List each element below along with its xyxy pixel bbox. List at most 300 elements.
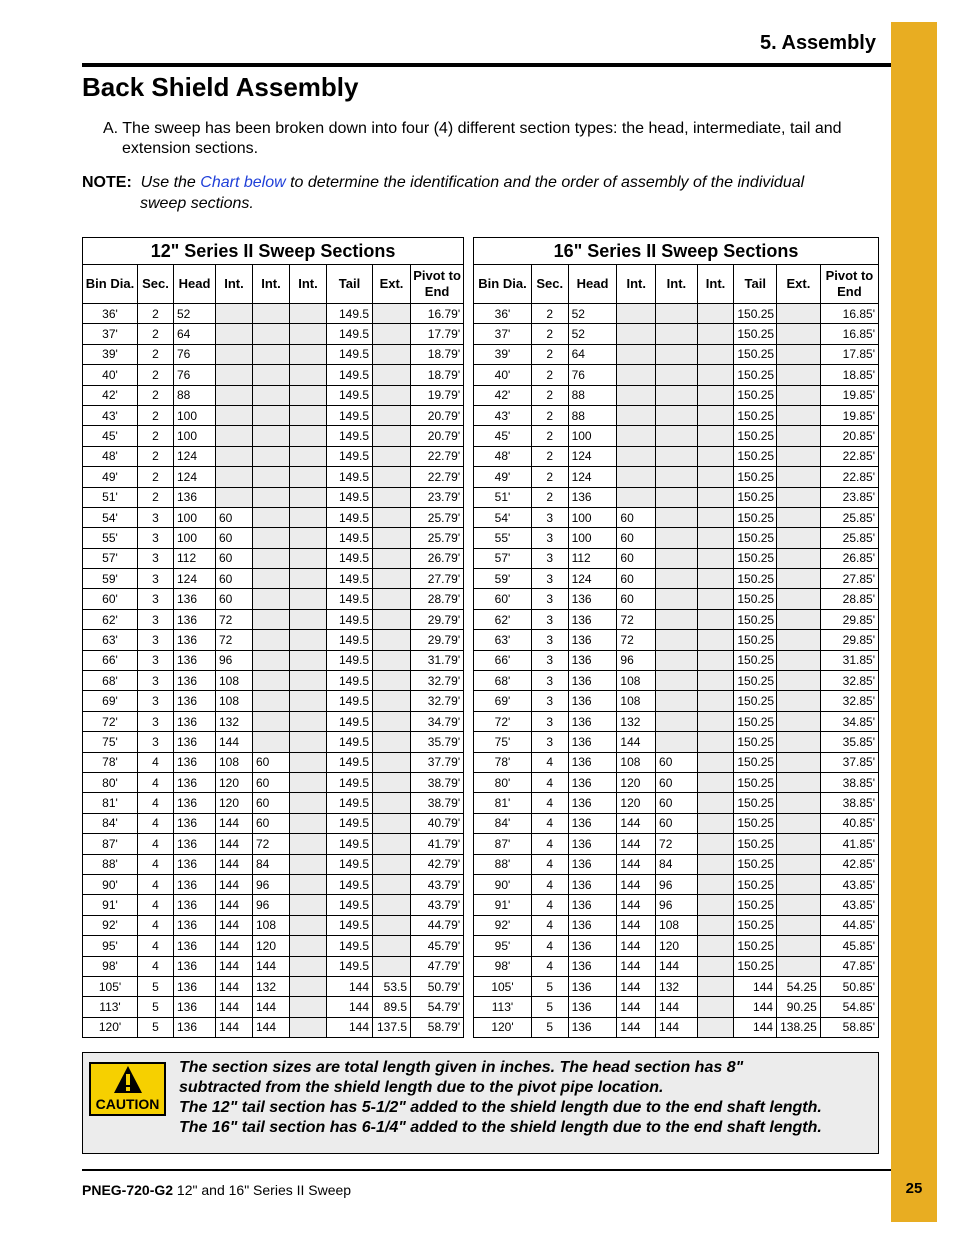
table-cell: 3 bbox=[531, 589, 568, 609]
table-cell: 60 bbox=[253, 752, 290, 772]
table-cell: 72' bbox=[474, 711, 532, 731]
table-cell: 3 bbox=[138, 569, 174, 589]
table-row bbox=[474, 405, 879, 425]
table-16in-caption: 16" Series II Sweep Sections bbox=[474, 238, 879, 265]
table-cell: 3 bbox=[138, 528, 174, 548]
table-cell bbox=[373, 874, 411, 894]
table-cell bbox=[617, 487, 656, 507]
table-cell: 78' bbox=[474, 752, 532, 772]
table-cell bbox=[253, 426, 290, 446]
table-cell bbox=[697, 874, 734, 894]
table-cell: 136 bbox=[568, 752, 617, 772]
table-cell: 149.5 bbox=[327, 385, 373, 405]
table-cell bbox=[290, 528, 327, 548]
table-cell bbox=[216, 365, 253, 385]
table-cell: 60 bbox=[617, 548, 656, 568]
table-cell: 144 bbox=[327, 976, 373, 996]
table-cell: 31.79' bbox=[411, 650, 464, 670]
table-cell: 64 bbox=[174, 324, 216, 344]
table-cell: 16.85' bbox=[820, 324, 878, 344]
table-cell bbox=[656, 569, 698, 589]
table-cell: 35.79' bbox=[411, 732, 464, 752]
table-cell bbox=[697, 548, 734, 568]
table-row bbox=[83, 324, 464, 344]
table-cell: 4 bbox=[138, 874, 174, 894]
table-cell: 2 bbox=[531, 324, 568, 344]
table-cell bbox=[373, 589, 411, 609]
table-cell bbox=[656, 609, 698, 629]
table-cell: 48' bbox=[83, 446, 138, 466]
table-row bbox=[83, 691, 464, 711]
table-row bbox=[83, 956, 464, 976]
table-cell bbox=[777, 446, 821, 466]
table-cell: 136 bbox=[174, 874, 216, 894]
table-cell: 66' bbox=[474, 650, 532, 670]
table-cell: 136 bbox=[174, 609, 216, 629]
table-cell: 29.85' bbox=[820, 630, 878, 650]
table-cell: 144 bbox=[216, 732, 253, 752]
table-cell: 45.79' bbox=[411, 936, 464, 956]
table-cell: 23.85' bbox=[820, 487, 878, 507]
table-cell: 144 bbox=[617, 915, 656, 935]
table-cell: 149.5 bbox=[327, 344, 373, 364]
table-cell: 2 bbox=[138, 487, 174, 507]
table-cell: 150.25 bbox=[734, 426, 777, 446]
table-cell: 55' bbox=[474, 528, 532, 548]
table-cell bbox=[656, 732, 698, 752]
table-cell bbox=[656, 650, 698, 670]
table-cell: 69' bbox=[474, 691, 532, 711]
table-cell: 124 bbox=[174, 569, 216, 589]
table-row bbox=[474, 691, 879, 711]
table-cell bbox=[290, 467, 327, 487]
table-cell: 136 bbox=[174, 1017, 216, 1037]
table-cell: 108 bbox=[656, 915, 698, 935]
table-cell: 150.25 bbox=[734, 304, 777, 324]
table-cell bbox=[373, 385, 411, 405]
caution-label: CAUTION bbox=[95, 1096, 160, 1112]
table-cell bbox=[656, 344, 698, 364]
table-row bbox=[83, 528, 464, 548]
table-cell: 72 bbox=[656, 834, 698, 854]
table-cell: 144 bbox=[327, 997, 373, 1017]
table-cell: 3 bbox=[138, 691, 174, 711]
table-cell bbox=[656, 467, 698, 487]
table-cell: 120 bbox=[656, 936, 698, 956]
table-cell: 4 bbox=[138, 936, 174, 956]
table-row bbox=[474, 609, 879, 629]
table-cell: 144 bbox=[216, 813, 253, 833]
table-cell: 2 bbox=[138, 344, 174, 364]
caution-line: subtracted from the shield length due to the pivot pipe location. bbox=[179, 1079, 664, 1096]
table-cell bbox=[373, 834, 411, 854]
table-cell: 39' bbox=[474, 344, 532, 364]
table-cell: 47.79' bbox=[411, 956, 464, 976]
table-cell: 72 bbox=[617, 630, 656, 650]
table-cell: 3 bbox=[138, 671, 174, 691]
table-cell bbox=[290, 609, 327, 629]
table-cell: 144 bbox=[617, 1017, 656, 1037]
table-cell: 144 bbox=[617, 936, 656, 956]
table-row bbox=[474, 793, 879, 813]
table-cell: 32.85' bbox=[820, 691, 878, 711]
table-cell bbox=[216, 385, 253, 405]
table-cell bbox=[777, 752, 821, 772]
table-cell: 22.85' bbox=[820, 467, 878, 487]
table-cell bbox=[290, 752, 327, 772]
table-cell: 25.79' bbox=[411, 507, 464, 527]
table-cell: 149.5 bbox=[327, 834, 373, 854]
table-row bbox=[474, 956, 879, 976]
table-cell: 149.5 bbox=[327, 507, 373, 527]
table-cell bbox=[290, 691, 327, 711]
table-cell bbox=[777, 793, 821, 813]
table-cell bbox=[656, 385, 698, 405]
table-cell bbox=[253, 487, 290, 507]
table-cell: 108 bbox=[617, 752, 656, 772]
table-cell: 4 bbox=[138, 793, 174, 813]
table-cell bbox=[697, 385, 734, 405]
table-cell: 57' bbox=[474, 548, 532, 568]
table-row bbox=[474, 365, 879, 385]
table-cell: 136 bbox=[174, 752, 216, 772]
table-cell bbox=[373, 854, 411, 874]
table-row bbox=[474, 752, 879, 772]
table-cell: 144 bbox=[656, 956, 698, 976]
table-cell: 4 bbox=[138, 813, 174, 833]
table-cell bbox=[697, 915, 734, 935]
table-cell: 149.5 bbox=[327, 936, 373, 956]
table-cell: 150.25 bbox=[734, 324, 777, 344]
table-cell: 42.85' bbox=[820, 854, 878, 874]
table-cell: 64 bbox=[568, 344, 617, 364]
table-cell bbox=[697, 854, 734, 874]
table-row bbox=[83, 304, 464, 324]
table-cell: 52 bbox=[568, 324, 617, 344]
table-cell: 149.5 bbox=[327, 548, 373, 568]
table-cell: 132 bbox=[656, 976, 698, 996]
table-cell: 78' bbox=[83, 752, 138, 772]
table-cell bbox=[253, 304, 290, 324]
table-cell bbox=[697, 528, 734, 548]
table-cell: 17.85' bbox=[820, 344, 878, 364]
table-cell: 149.5 bbox=[327, 630, 373, 650]
table-cell bbox=[656, 711, 698, 731]
table-row bbox=[474, 304, 879, 324]
table-cell: 88 bbox=[174, 385, 216, 405]
table-cell bbox=[777, 548, 821, 568]
table-cell: 120 bbox=[617, 793, 656, 813]
table-cell: 2 bbox=[531, 405, 568, 425]
caution-box bbox=[82, 1052, 879, 1154]
table-cell: 149.5 bbox=[327, 405, 373, 425]
table-cell: 2 bbox=[531, 385, 568, 405]
column-header: Bin Dia. bbox=[474, 265, 532, 304]
table-cell bbox=[697, 344, 734, 364]
table-cell: 3 bbox=[138, 507, 174, 527]
table-cell bbox=[617, 467, 656, 487]
table-row bbox=[83, 548, 464, 568]
table-row bbox=[474, 589, 879, 609]
table-cell: 32.79' bbox=[411, 691, 464, 711]
table-cell bbox=[290, 426, 327, 446]
table-row bbox=[474, 671, 879, 691]
table-cell: 136 bbox=[568, 915, 617, 935]
table-cell bbox=[290, 874, 327, 894]
table-cell bbox=[656, 426, 698, 446]
table-cell bbox=[697, 671, 734, 691]
table-cell: 144 bbox=[617, 895, 656, 915]
table-cell: 58.79' bbox=[411, 1017, 464, 1037]
table-cell: 150.25 bbox=[734, 569, 777, 589]
table-cell bbox=[777, 671, 821, 691]
table-cell: 44.79' bbox=[411, 915, 464, 935]
table-cell: 43' bbox=[83, 405, 138, 425]
table-cell: 57' bbox=[83, 548, 138, 568]
table-row bbox=[474, 426, 879, 446]
table-cell bbox=[617, 385, 656, 405]
table-cell: 100 bbox=[568, 507, 617, 527]
note-text-post: to determine the identification and the order of assembly of the individual bbox=[285, 174, 805, 191]
table-cell: 150.25 bbox=[734, 936, 777, 956]
table-cell: 20.79' bbox=[411, 405, 464, 425]
table-row bbox=[474, 895, 879, 915]
table-cell: 17.79' bbox=[411, 324, 464, 344]
table-cell: 25.79' bbox=[411, 528, 464, 548]
chart-link[interactable]: Chart below bbox=[200, 174, 286, 191]
table-cell bbox=[290, 813, 327, 833]
table-cell: 150.25 bbox=[734, 548, 777, 568]
table-cell: 132 bbox=[216, 711, 253, 731]
table-cell: 105' bbox=[474, 976, 532, 996]
table-cell: 150.25 bbox=[734, 609, 777, 629]
table-cell: 100 bbox=[174, 405, 216, 425]
table-cell: 3 bbox=[138, 711, 174, 731]
table-cell bbox=[216, 467, 253, 487]
table-cell: 3 bbox=[531, 691, 568, 711]
table-cell: 3 bbox=[531, 711, 568, 731]
table-cell: 144 bbox=[216, 874, 253, 894]
table-row bbox=[474, 854, 879, 874]
table-row bbox=[83, 772, 464, 792]
table-cell: 5 bbox=[138, 976, 174, 996]
table-cell bbox=[290, 324, 327, 344]
column-header: Sec. bbox=[138, 265, 174, 304]
table-cell bbox=[373, 487, 411, 507]
table-cell: 3 bbox=[531, 630, 568, 650]
table-cell bbox=[253, 548, 290, 568]
table-cell: 124 bbox=[568, 446, 617, 466]
table-cell: 60 bbox=[617, 589, 656, 609]
table-cell: 149.5 bbox=[327, 324, 373, 344]
table-cell: 136 bbox=[568, 630, 617, 650]
table-cell: 22.79' bbox=[411, 467, 464, 487]
table-cell: 136 bbox=[174, 895, 216, 915]
table-row bbox=[474, 936, 879, 956]
table-cell: 59' bbox=[83, 569, 138, 589]
table-cell: 60 bbox=[253, 793, 290, 813]
table-cell: 88' bbox=[474, 854, 532, 874]
table-row bbox=[83, 874, 464, 894]
table-cell: 38.79' bbox=[411, 793, 464, 813]
table-cell: 100 bbox=[174, 528, 216, 548]
table-row bbox=[83, 813, 464, 833]
table-cell bbox=[253, 650, 290, 670]
table-cell: 80' bbox=[83, 772, 138, 792]
table-12in-body bbox=[83, 304, 464, 1038]
table-cell: 76 bbox=[174, 344, 216, 364]
table-cell: 144 bbox=[617, 997, 656, 1017]
table-cell bbox=[777, 956, 821, 976]
table-cell bbox=[290, 589, 327, 609]
table-cell: 60 bbox=[656, 813, 698, 833]
table-cell: 4 bbox=[531, 813, 568, 833]
table-row bbox=[83, 630, 464, 650]
table-cell: 149.5 bbox=[327, 589, 373, 609]
table-cell: 2 bbox=[138, 385, 174, 405]
table-cell bbox=[253, 671, 290, 691]
table-cell: 69' bbox=[83, 691, 138, 711]
table-cell: 3 bbox=[531, 671, 568, 691]
column-header: Int. bbox=[290, 265, 327, 304]
table-cell: 136 bbox=[174, 487, 216, 507]
table-cell: 37.79' bbox=[411, 752, 464, 772]
table-cell: 37.85' bbox=[820, 752, 878, 772]
table-cell bbox=[777, 365, 821, 385]
table-cell: 136 bbox=[568, 732, 617, 752]
table-cell bbox=[373, 711, 411, 731]
table-cell: 2 bbox=[531, 487, 568, 507]
table-cell bbox=[777, 426, 821, 446]
table-cell: 2 bbox=[138, 446, 174, 466]
caution-line: The section sizes are total length given in inches. The head section has 8" bbox=[179, 1059, 744, 1076]
table-cell bbox=[373, 650, 411, 670]
column-header: Pivot to End bbox=[411, 265, 464, 304]
table-cell: 136 bbox=[568, 609, 617, 629]
table-cell: 144 bbox=[216, 1017, 253, 1037]
table-cell: 39' bbox=[83, 344, 138, 364]
table-cell bbox=[697, 405, 734, 425]
table-cell: 144 bbox=[216, 895, 253, 915]
table-cell: 136 bbox=[568, 854, 617, 874]
table-cell: 150.25 bbox=[734, 813, 777, 833]
table-cell: 60 bbox=[617, 569, 656, 589]
table-cell: 136 bbox=[568, 834, 617, 854]
table-cell: 45' bbox=[83, 426, 138, 446]
table-cell: 149.5 bbox=[327, 569, 373, 589]
table-cell: 136 bbox=[568, 956, 617, 976]
table-cell: 3 bbox=[138, 589, 174, 609]
table-cell: 44.85' bbox=[820, 915, 878, 935]
table-cell: 150.25 bbox=[734, 732, 777, 752]
table-row bbox=[474, 813, 879, 833]
table-cell: 40' bbox=[83, 365, 138, 385]
table-row bbox=[83, 711, 464, 731]
table-cell: 60 bbox=[656, 752, 698, 772]
table-cell bbox=[697, 813, 734, 833]
column-header: Tail bbox=[734, 265, 777, 304]
table-cell bbox=[777, 874, 821, 894]
table-row bbox=[474, 976, 879, 996]
table-cell: 100 bbox=[568, 426, 617, 446]
table-cell bbox=[216, 426, 253, 446]
table-cell: 124 bbox=[174, 446, 216, 466]
table-cell bbox=[697, 976, 734, 996]
table-cell: 20.79' bbox=[411, 426, 464, 446]
table-cell bbox=[777, 732, 821, 752]
table-cell: 4 bbox=[531, 834, 568, 854]
table-row bbox=[83, 895, 464, 915]
table-cell: 136 bbox=[174, 711, 216, 731]
table-cell bbox=[290, 446, 327, 466]
table-cell bbox=[697, 1017, 734, 1037]
table-cell: 60 bbox=[216, 589, 253, 609]
note-paragraph bbox=[82, 172, 872, 214]
table-cell: 136 bbox=[174, 834, 216, 854]
table-cell bbox=[373, 507, 411, 527]
table-cell: 5 bbox=[531, 997, 568, 1017]
table-cell bbox=[290, 1017, 327, 1037]
table-row bbox=[474, 324, 879, 344]
table-cell bbox=[373, 793, 411, 813]
table-cell: 144 bbox=[216, 854, 253, 874]
table-cell: 144 bbox=[253, 997, 290, 1017]
table-cell: 50.79' bbox=[411, 976, 464, 996]
table-cell: 105' bbox=[83, 976, 138, 996]
table-row bbox=[474, 1017, 879, 1037]
table-cell: 136 bbox=[174, 936, 216, 956]
column-header: Sec. bbox=[531, 265, 568, 304]
table-cell: 4 bbox=[138, 956, 174, 976]
table-cell bbox=[777, 507, 821, 527]
table-cell bbox=[290, 507, 327, 527]
table-cell bbox=[253, 365, 290, 385]
table-cell: 136 bbox=[174, 976, 216, 996]
table-row bbox=[83, 915, 464, 935]
table-cell: 90' bbox=[474, 874, 532, 894]
table-cell: 144 bbox=[216, 936, 253, 956]
table-cell: 84' bbox=[83, 813, 138, 833]
table-cell bbox=[777, 609, 821, 629]
table-cell: 136 bbox=[174, 997, 216, 1017]
table-cell: 87' bbox=[474, 834, 532, 854]
table-cell bbox=[373, 772, 411, 792]
table-row bbox=[83, 385, 464, 405]
table-cell bbox=[373, 895, 411, 915]
table-cell bbox=[290, 671, 327, 691]
table-cell bbox=[697, 609, 734, 629]
table-cell bbox=[373, 324, 411, 344]
table-cell: 96 bbox=[216, 650, 253, 670]
table-cell: 91' bbox=[83, 895, 138, 915]
table-cell bbox=[697, 895, 734, 915]
table-cell bbox=[697, 507, 734, 527]
table-cell: 91' bbox=[474, 895, 532, 915]
table-16in-header-row bbox=[474, 265, 879, 304]
table-cell: 3 bbox=[531, 609, 568, 629]
table-cell: 48' bbox=[474, 446, 532, 466]
table-cell: 5 bbox=[138, 1017, 174, 1037]
footer bbox=[82, 1182, 351, 1198]
table-cell bbox=[373, 609, 411, 629]
table-cell bbox=[373, 813, 411, 833]
table-row bbox=[83, 671, 464, 691]
table-cell bbox=[697, 752, 734, 772]
table-row bbox=[474, 630, 879, 650]
table-cell: 16.79' bbox=[411, 304, 464, 324]
table-cell: 4 bbox=[531, 915, 568, 935]
table-cell: 108 bbox=[216, 752, 253, 772]
